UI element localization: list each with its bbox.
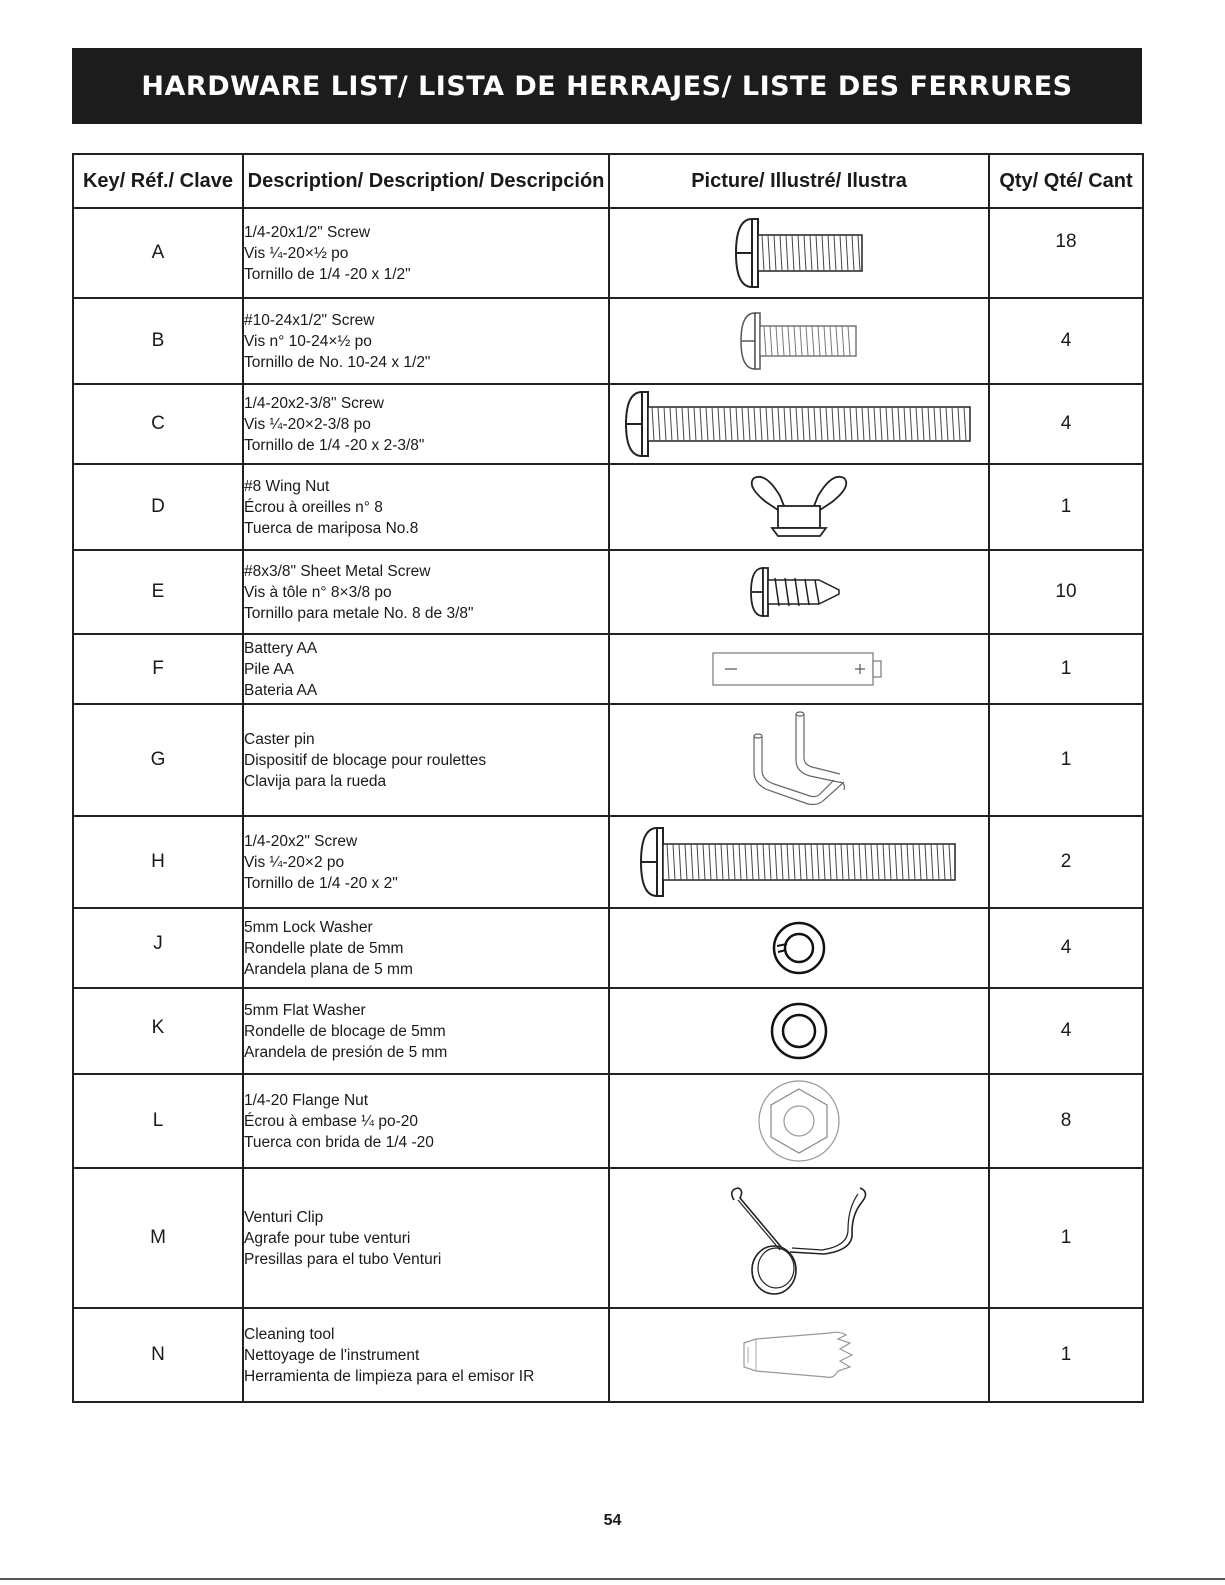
row-key: F [73, 634, 243, 704]
description-english: 1/4-20x2" Screw [244, 832, 358, 850]
description-french: Nettoyage de l'instrument [244, 1346, 420, 1364]
wing-nut-icon [734, 472, 864, 542]
row-picture [609, 1074, 989, 1168]
row-picture [609, 1308, 989, 1402]
description-french: Vis n° 10-24×½ po [244, 332, 372, 350]
description-spanish: Tornillo de 1/4 -20 x 2-3/8" [244, 436, 425, 454]
description-french: Vis ¼-20×2 po [244, 853, 345, 871]
description-spanish: Arandela plana de 5 mm [244, 960, 413, 978]
hardware-table [72, 153, 1144, 1403]
row-qty: 2 [989, 816, 1143, 908]
description-spanish: Tornillo para metale No. 8 de 3/8" [244, 604, 474, 622]
column-header-description: Description/ Description/ Descripción [243, 154, 609, 208]
row-qty: 1 [989, 1308, 1143, 1402]
row-description [243, 464, 609, 550]
description-english: Battery AA [244, 639, 318, 657]
row-key: H [73, 816, 243, 908]
row-description [243, 908, 609, 988]
row-key: A [73, 208, 243, 298]
row-key: C [73, 384, 243, 464]
caster-pin-icon [734, 710, 864, 810]
long-screw-icon [639, 822, 959, 902]
description-english: 5mm Lock Washer [244, 918, 373, 936]
row-description [243, 208, 609, 298]
row-key: M [73, 1168, 243, 1308]
description-english: Venturi Clip [244, 1208, 324, 1226]
description-spanish: Presillas para el tubo Venturi [244, 1250, 442, 1268]
description-french: Vis ¼-20×½ po [244, 244, 349, 262]
description-english: 1/4-20x1/2" Screw [244, 223, 371, 241]
table-row [73, 816, 1143, 908]
row-picture [609, 208, 989, 298]
row-key: E [73, 550, 243, 634]
description-spanish: Herramienta de limpieza para el emisor IR [244, 1367, 535, 1385]
row-key: N [73, 1308, 243, 1402]
row-key: J [73, 908, 243, 988]
description-spanish: Tornillo de 1/4 -20 x 1/2" [244, 265, 411, 283]
description-english: Caster pin [244, 730, 315, 748]
row-picture [609, 550, 989, 634]
table-row [73, 384, 1143, 464]
row-qty: 1 [989, 634, 1143, 704]
row-description [243, 550, 609, 634]
flat-washer-icon [767, 999, 831, 1063]
row-key: G [73, 704, 243, 816]
row-qty: 18 [989, 208, 1143, 298]
table-row [73, 1074, 1143, 1168]
sheet-metal-screw-icon [749, 562, 849, 622]
row-qty: 10 [989, 550, 1143, 634]
description-french: Écrou à embase ¼ po-20 [244, 1112, 419, 1130]
row-qty: 1 [989, 464, 1143, 550]
row-key: D [73, 464, 243, 550]
row-picture [609, 1168, 989, 1308]
description-french: Pile AA [244, 660, 294, 678]
row-qty: 4 [989, 298, 1143, 384]
row-picture [609, 298, 989, 384]
row-description [243, 1168, 609, 1308]
row-qty: 1 [989, 704, 1143, 816]
table-header-row [73, 154, 1143, 208]
row-picture [609, 816, 989, 908]
short-screw-icon [734, 213, 864, 293]
small-screw-icon [739, 308, 859, 374]
row-description [243, 298, 609, 384]
description-spanish: Arandela de presión de 5 mm [244, 1043, 448, 1061]
page-title-banner [72, 48, 1142, 124]
table-row [73, 550, 1143, 634]
row-picture [609, 464, 989, 550]
row-picture [609, 988, 989, 1074]
flange-nut-icon [754, 1076, 844, 1166]
description-spanish: Tornillo de No. 10-24 x 1/2" [244, 353, 431, 371]
table-row [73, 1168, 1143, 1308]
description-english: #8x3/8" Sheet Metal Screw [244, 562, 431, 580]
description-french: Vis ¼-20×2-3/8 po [244, 415, 371, 433]
row-key: B [73, 298, 243, 384]
page-number: 54 [603, 1512, 622, 1529]
row-key: K [73, 988, 243, 1074]
table-row [73, 634, 1143, 704]
row-description [243, 704, 609, 816]
row-description [243, 816, 609, 908]
row-key: L [73, 1074, 243, 1168]
description-spanish: Bateria AA [244, 681, 318, 699]
footer-divider [0, 1578, 1225, 1580]
table-row [73, 988, 1143, 1074]
table-row [73, 704, 1143, 816]
row-qty: 4 [989, 908, 1143, 988]
description-french: Rondelle de blocage de 5mm [244, 1022, 446, 1040]
table-row [73, 208, 1143, 298]
row-description [243, 988, 609, 1074]
table-row [73, 908, 1143, 988]
cleaning-tool-icon [734, 1325, 864, 1385]
row-qty: 4 [989, 384, 1143, 464]
column-header-picture: Picture/ Illustré/ Ilustra [609, 154, 989, 208]
description-french: Vis à tôle n° 8×3/8 po [244, 583, 392, 601]
row-description [243, 384, 609, 464]
description-english: Cleaning tool [244, 1325, 335, 1343]
description-english: 5mm Flat Washer [244, 1001, 366, 1019]
row-picture [609, 384, 989, 464]
description-french: Écrou à oreilles n° 8 [244, 498, 383, 516]
description-english: 1/4-20x2-3/8" Screw [244, 394, 384, 412]
row-qty: 8 [989, 1074, 1143, 1168]
row-qty: 4 [989, 988, 1143, 1074]
description-french: Dispositif de blocage pour roulettes [244, 751, 487, 769]
table-row [73, 1308, 1143, 1402]
description-spanish: Tuerca con brida de 1/4 -20 [244, 1133, 434, 1151]
description-french: Rondelle plate de 5mm [244, 939, 404, 957]
row-picture [609, 704, 989, 816]
row-picture [609, 908, 989, 988]
table-row [73, 464, 1143, 550]
description-english: #10-24x1/2" Screw [244, 311, 375, 329]
lock-washer-icon [769, 918, 829, 978]
row-description [243, 1074, 609, 1168]
long-screw-icon [624, 389, 974, 459]
description-spanish: Tuerca de mariposa No.8 [244, 519, 419, 537]
row-qty: 1 [989, 1168, 1143, 1308]
row-description [243, 1308, 609, 1402]
venturi-clip-icon [724, 1178, 874, 1298]
row-description [243, 634, 609, 704]
page-title: HARDWARE LIST/ LISTA DE HERRAJES/ LISTE DES FERRURES [141, 70, 1073, 102]
description-english: #8 Wing Nut [244, 477, 330, 495]
row-picture [609, 634, 989, 704]
description-french: Agrafe pour tube venturi [244, 1229, 411, 1247]
description-spanish: Tornillo de 1/4 -20 x 2" [244, 874, 398, 892]
column-header-qty: Qty/ Qté/ Cant [989, 154, 1143, 208]
description-english: 1/4-20 Flange Nut [244, 1091, 369, 1109]
table-row [73, 298, 1143, 384]
description-spanish: Clavija para la rueda [244, 772, 387, 790]
column-header-key: Key/ Réf./ Clave [73, 154, 243, 208]
battery-icon [709, 647, 889, 691]
